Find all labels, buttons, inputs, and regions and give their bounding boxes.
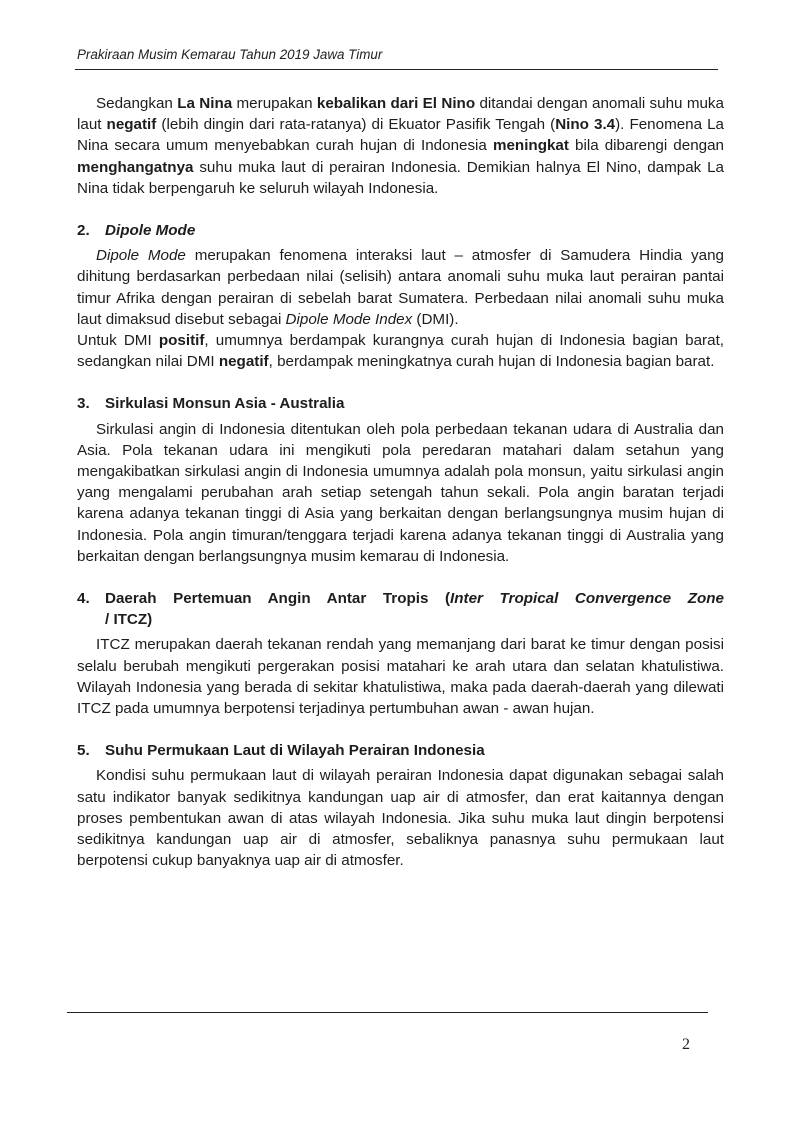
monsun-paragraph: Sirkulasi angin di Indonesia ditentukan oleh pola perbedaan tekanan udara di Australia dan Asia. Pola tekanan udara ini mengikuti pola peredaran matahari dalam setahun yang mengakibatkan sirkulasi angin di Indonesia umumnya adalah pola monsun, yaitu sirkulasi angin yang mengalami perubahan arah setiap setengah tahun sekali. Pola angin baratan terjadi karena adanya tekanan tinggi di Asia yang berkaitan dengan berlangsungnya musim hujan di Indonesia. Pola angin timuran/tenggara terjadi karena adanya tekanan tinggi di Australia yang berkaitan dengan berlangsungnya musim kemarau di Indonesia.: [77, 420, 724, 565]
page-number: 2: [682, 1036, 690, 1053]
sea-surface-temperature-paragraph: Kondisi suhu permukaan laut di wilayah perairan Indonesia dapat digunakan sebagai salah satu indikator banyak sedikitnya kandungan uap air di atmosfer, dan erat kaitannya dengan proses pembentukan awan di atas wilayah Indonesia. Jika suhu muka laut dingin berpotensi sedikitnya kandungan uap air di atmosfer, sebaliknya panasnya suhu permukaan laut berpotensi cukup banyaknya uap air di atmosfer.: [77, 767, 724, 870]
section-heading-itcz: 4. Daerah Pertemuan Angin Antar Tropis (Inter Tropical Convergence Zone: [77, 590, 724, 608]
section-heading-monsun: 3. Sirkulasi Monsun Asia - Australia: [77, 395, 345, 413]
running-header: Prakiraan Musim Kemarau Tahun 2019 Jawa Timur: [77, 47, 383, 62]
section-heading-itcz-continued: / ITCZ): [105, 611, 153, 629]
page-content: [77, 93, 724, 872]
la-nina-paragraph: Sedangkan La Nina merupakan kebalikan dari El Nino ditandai dengan anomali suhu muka laut negatif (lebih dingin dari rata-ratanya) di Ekuator Pasifik Tengah (Nino 3.4). Fenomena La Nina secara umum menyebabkan curah hujan di Indonesia meningkat bila dibarengi dengan menghangatnya suhu muka laut di perairan Indonesia. Demikian halnya El Nino, dampak La Nina tidak berpengaruh ke seluruh wilayah Indonesia.: [77, 95, 724, 197]
footer-divider: [67, 1012, 708, 1013]
dmi-impact-paragraph: Untuk DMI positif, umumnya berdampak kurangnya curah hujan di Indonesia bagian barat, sedangkan nilai DMI negatif, berdampak meningkatnya curah hujan di Indonesia bagian barat.: [77, 332, 725, 371]
dipole-mode-paragraph: Dipole Mode merupakan fenomena interaksi laut – atmosfer di Samudera Hindia yang dihitung berdasarkan perbedaan nilai (selisih) antara anomali suhu muka laut perairan pantai timur Afrika dengan perairan di sebelah barat Sumatera. Perbedaan nilai anomali suhu muka laut dimaksud disebut sebagai Dipole Mode Index (DMI).: [77, 247, 724, 328]
itcz-paragraph: ITCZ merupakan daerah tekanan rendah yang memanjang dari barat ke timur dengan posisi selalu berubah mengikuti pergerakan posisi matahari ke arah utara dan selatan khatulistiwa. Wilayah Indonesia yang berada di sekitar khatulistiwa, maka pada daerah-daerah yang dilewati ITCZ pada umumnya berpotensi terjadinya pertumbuhan awan - awan hujan.: [77, 636, 724, 718]
header-divider: [75, 69, 718, 70]
section-heading-sea-surface-temperature: 5. Suhu Permukaan Laut di Wilayah Perairan Indonesia: [77, 742, 485, 760]
section-heading-dipole-mode: 2. Dipole Mode: [77, 222, 196, 240]
